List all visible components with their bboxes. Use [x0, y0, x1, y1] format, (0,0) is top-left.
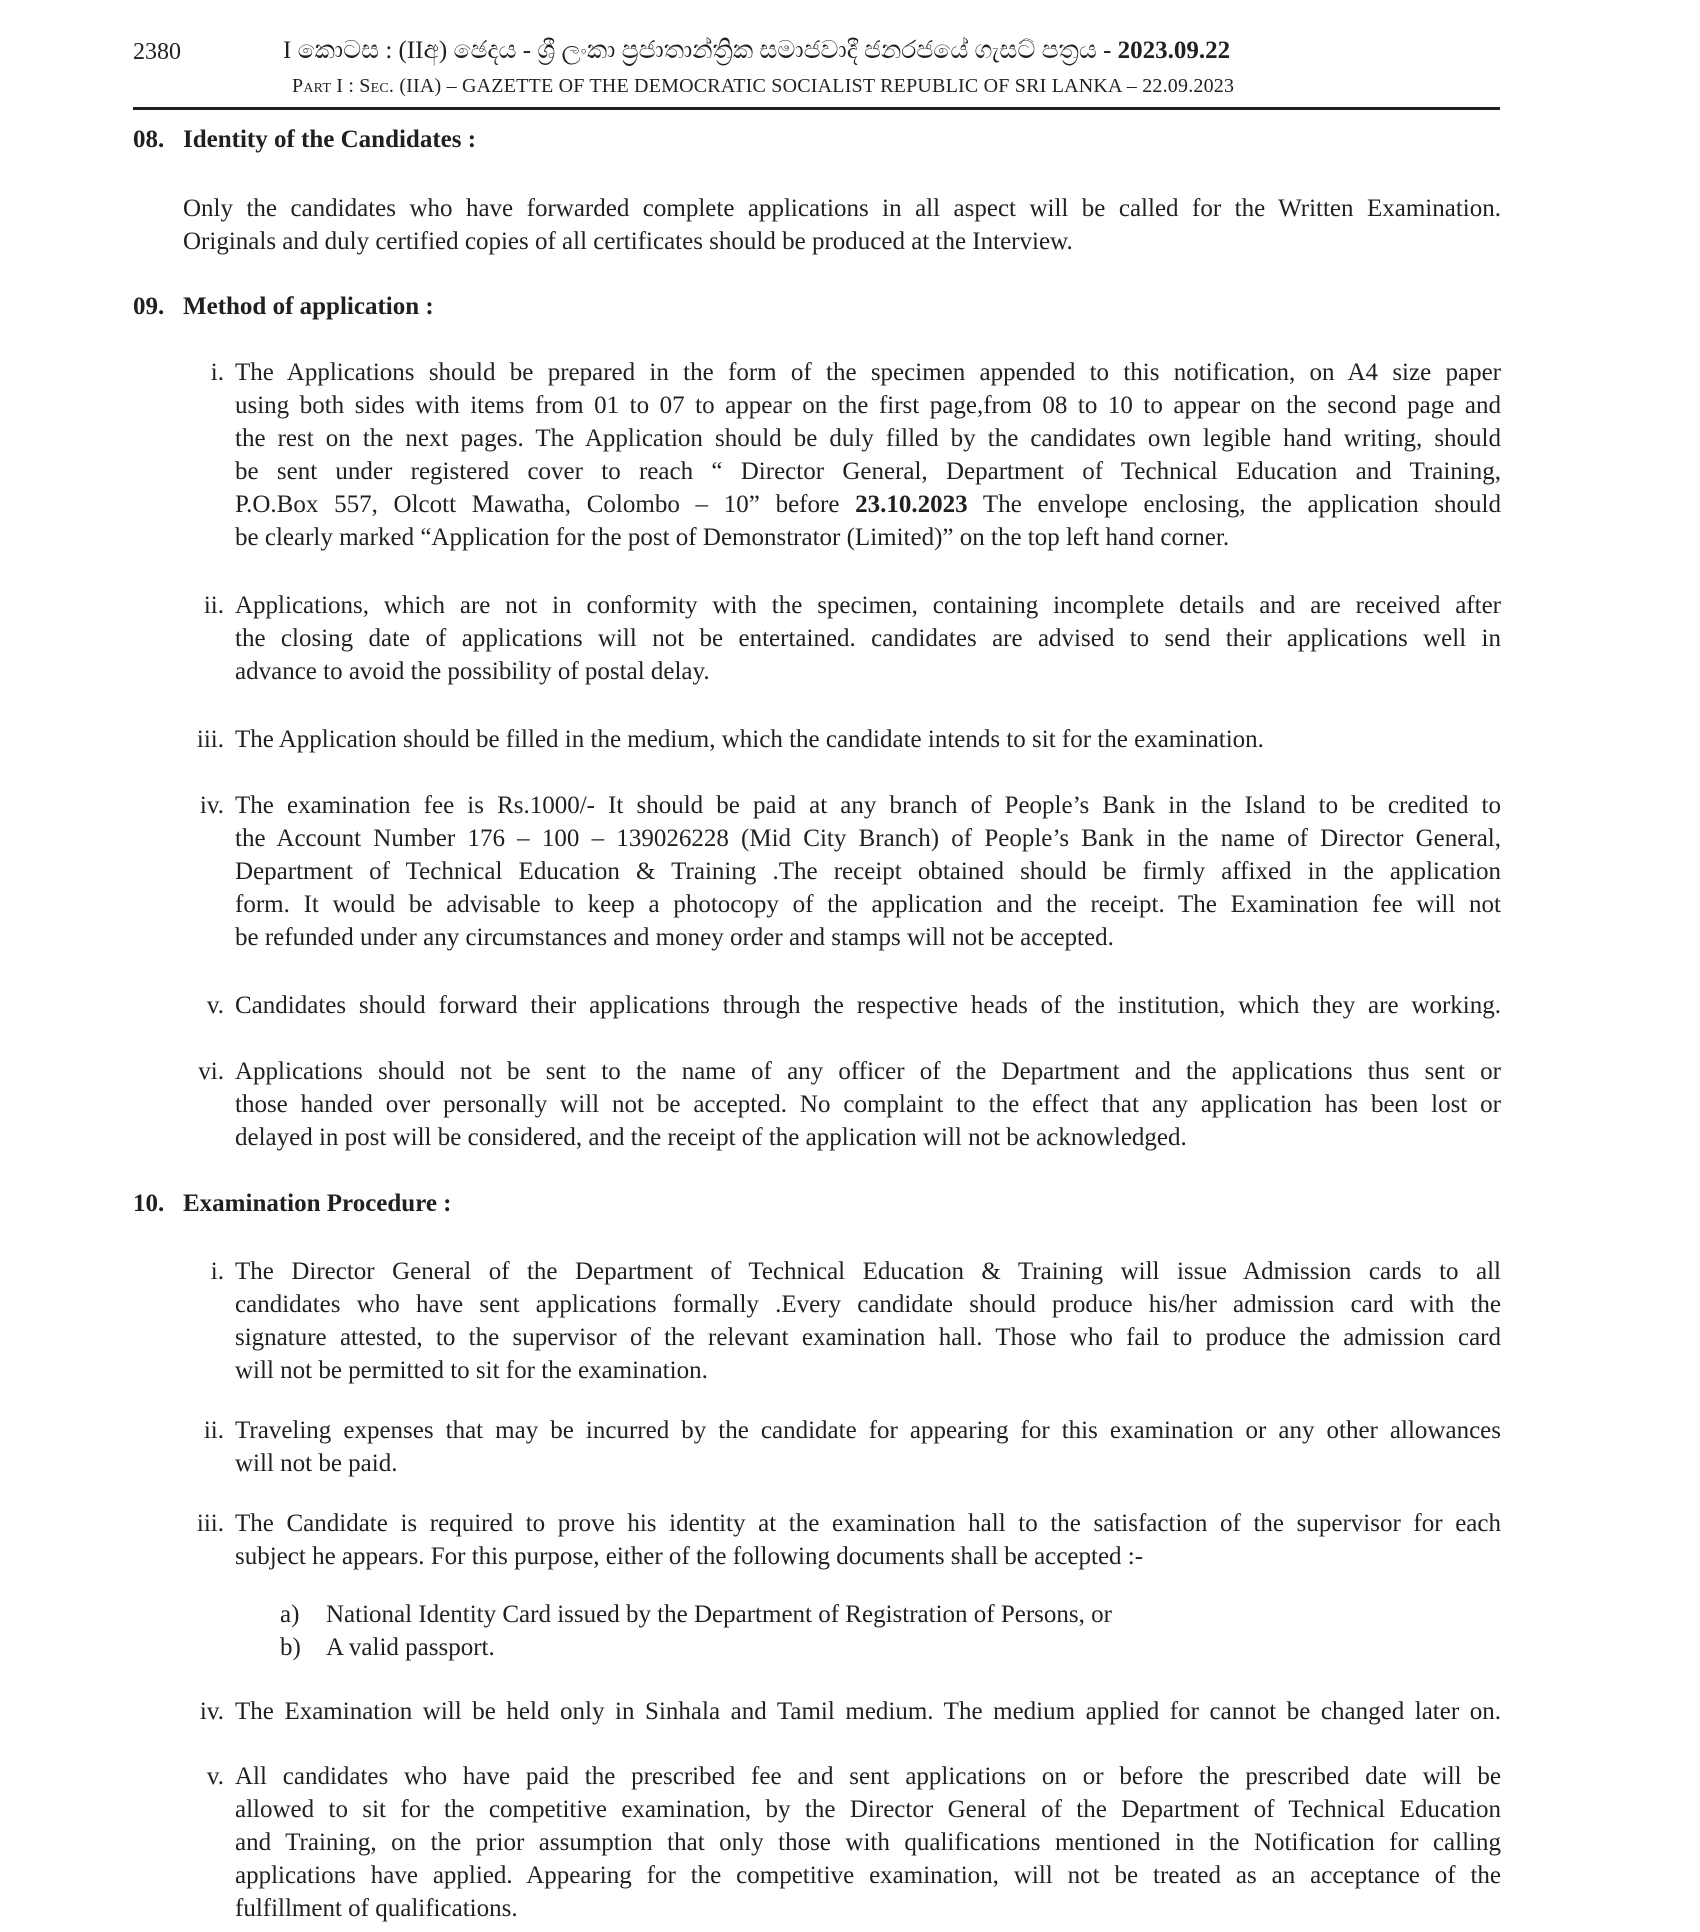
- item-line: will not be paid.: [235, 1450, 398, 1477]
- item-line: Candidates should forward their applications through the respective heads of the institution, which they are working.: [235, 992, 1501, 1019]
- item-line: The Candidate is required to prove his identity at the examination hall to the satisfaction of the supervisor for each: [235, 1510, 1501, 1537]
- part-section-label: Part I : Sec.: [292, 75, 395, 97]
- item-line: fulfillment of qualifications.: [235, 1895, 518, 1922]
- sub-item-text: A valid passport.: [326, 1634, 495, 1661]
- body-line: Originals and duly certified copies of all certificates should be produced at the Interview.: [183, 228, 1073, 255]
- section-10-heading: [133, 1189, 452, 1219]
- item-line: The Director General of the Department of Technical Education & Training will issue Admission cards to all: [235, 1258, 1501, 1285]
- sub-item-text: National Identity Card issued by the Department of Registration of Persons, or: [326, 1601, 1112, 1628]
- sinhala-title: I කොටස : (IIඅ) ඡෙදය - ශ්‍රී ලංකා ප්‍රජාතාන්ත්‍රික සමාජවාදී ජනරජයේ ගැසට් පත්‍රය -: [283, 37, 1118, 64]
- list-marker: iii.: [196, 1510, 224, 1537]
- item-line: the Account Number 176 – 100 – 139026228 (Mid City Branch) of People’s Bank in the name of Director General,: [235, 825, 1501, 852]
- item-line: advance to avoid the possibility of postal delay.: [235, 658, 710, 685]
- gazette-title: (IIA) – GAZETTE OF THE DEMOCRATIC SOCIALIST REPUBLIC OF SRI LANKA – 22.09.2023: [394, 75, 1235, 97]
- item-line: be sent under registered cover to reach “ Director General, Department of Technical Education and Training,: [235, 458, 1501, 485]
- list-marker: v.: [206, 1763, 224, 1790]
- item-line: The Applications should be prepared in the form of the specimen appended to this notification, on A4 size paper: [235, 359, 1501, 386]
- item-line: delayed in post will be considered, and the receipt of the application will not be acknowledged.: [235, 1124, 1187, 1151]
- list-marker: iii.: [196, 726, 224, 753]
- item-line: candidates who have sent applications formally .Every candidate should produce his/her admission card with the: [235, 1291, 1501, 1318]
- list-marker: ii.: [203, 1417, 224, 1444]
- item-line-with-date: [235, 488, 1501, 521]
- list-marker: ii.: [203, 592, 224, 619]
- section-title: Examination Procedure :: [183, 1190, 452, 1217]
- list-marker: iv.: [199, 1698, 224, 1725]
- item-line: and Training, on the prior assumption that only those with qualifications mentioned in the Notification for calling: [235, 1829, 1501, 1856]
- item-line: using both sides with items from 01 to 07 to appear on the first page,from 08 to 10 to appear on the second page and: [235, 392, 1501, 419]
- section-title: Identity of the Candidates :: [183, 126, 477, 153]
- sinhala-date: 2023.09.22: [1117, 37, 1231, 64]
- item-line: be refunded under any circumstances and money order and stamps will not be accepted.: [235, 924, 1114, 951]
- body-line: Only the candidates who have forwarded complete applications in all aspect will be called for the Written Examination.: [183, 195, 1501, 222]
- list-marker: vi.: [198, 1058, 224, 1085]
- envelope-text: The envelope enclosing, the application should: [967, 491, 1501, 518]
- item-line: signature attested, to the supervisor of the relevant examination hall. Those who fail to produce the admission card: [235, 1324, 1501, 1351]
- item-line: the closing date of applications will not be entertained. candidates are advised to send their applications well in: [235, 625, 1501, 652]
- item-line: allowed to sit for the competitive examination, by the Director General of the Department of Technical Education: [235, 1796, 1501, 1823]
- item-line: Department of Technical Education & Training .The receipt obtained should be firmly affixed in the application: [235, 858, 1501, 885]
- list-marker: i.: [210, 1258, 224, 1285]
- item-line: All candidates who have paid the prescribed fee and sent applications on or before the prescribed date will be: [235, 1763, 1501, 1790]
- section-number: 09.: [133, 293, 165, 320]
- list-marker: iv.: [199, 792, 224, 819]
- item-line: be clearly marked “Application for the post of Demonstrator (Limited)” on the top left hand corner.: [235, 524, 1230, 551]
- item-line: form. It would be advisable to keep a photocopy of the application and the receipt. The Examination fee will not: [235, 891, 1501, 918]
- item-line: the rest on the next pages. The Application should be duly filled by the candidates own legible hand writing, should: [235, 425, 1501, 452]
- address-text: P.O.Box 557, Olcott Mawatha, Colombo – 10” before: [235, 491, 856, 518]
- sub-item: [280, 1631, 495, 1664]
- section-title: Method of application :: [183, 293, 434, 320]
- english-header: [292, 74, 1234, 98]
- header-rule: [133, 107, 1500, 110]
- item-line: Applications should not be sent to the name of any officer of the Department and the applications thus sent or: [235, 1058, 1501, 1085]
- item-line: The examination fee is Rs.1000/- It should be paid at any branch of People’s Bank in the Island to be credited to: [235, 792, 1501, 819]
- item-line: subject he appears. For this purpose, either of the following documents shall be accepted :-: [235, 1543, 1144, 1570]
- section-number: 08.: [133, 126, 165, 153]
- item-line: applications have applied. Appearing for the competitive examination, will not be treated as an acceptance of the: [235, 1862, 1501, 1889]
- section-08-heading: [133, 125, 476, 155]
- sub-marker: a): [280, 1601, 300, 1628]
- sub-item: [280, 1598, 1112, 1631]
- page-number: 2380: [133, 39, 181, 65]
- closing-date: 23.10.2023: [855, 491, 968, 518]
- item-line: The Application should be filled in the medium, which the candidate intends to sit for the examination.: [235, 726, 1264, 753]
- list-marker: i.: [210, 359, 224, 386]
- section-09-heading: [133, 292, 434, 322]
- section-08-body: [183, 192, 1501, 258]
- item-line: those handed over personally will not be accepted. No complaint to the effect that any application has been lost or: [235, 1091, 1501, 1118]
- item-line: The Examination will be held only in Sinhala and Tamil medium. The medium applied for cannot be changed later on.: [235, 1698, 1501, 1725]
- section-number: 10.: [133, 1190, 165, 1217]
- sinhala-header: [283, 36, 1499, 66]
- list-marker: v.: [206, 992, 224, 1019]
- sub-marker: b): [280, 1634, 301, 1661]
- item-line: will not be permitted to sit for the examination.: [235, 1357, 708, 1384]
- item-line: Applications, which are not in conformity with the specimen, containing incomplete details and are received after: [235, 592, 1501, 619]
- item-line: Traveling expenses that may be incurred by the candidate for appearing for this examination or any other allowances: [235, 1417, 1501, 1444]
